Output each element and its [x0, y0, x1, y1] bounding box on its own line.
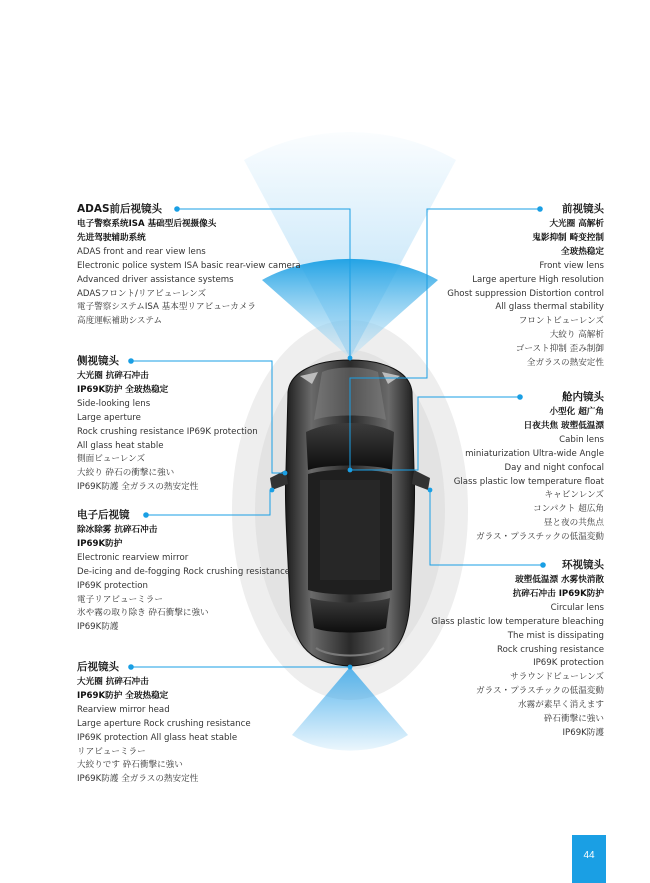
spec-line: IP69K防護 全ガラスの熱安定性	[77, 774, 199, 785]
spec-line: Front view lens	[539, 260, 604, 271]
surround-lens-title: 环视镜头	[562, 559, 604, 571]
spec-line: ガラス・プラスチックの低温変動	[476, 532, 604, 543]
spec-line: キャビンレンズ	[544, 490, 604, 501]
cabin-lens-lines	[454, 406, 604, 545]
rear-lens-lines	[77, 676, 251, 787]
side-lens-title: 侧视镜头	[77, 355, 119, 367]
spec-line: 氷や霧の取り除き 砕石衝撃に強い	[77, 608, 209, 619]
spec-line: 大絞り 砕石の衝撃に強い	[77, 468, 175, 479]
spec-line: 全ガラスの熱安定性	[526, 358, 604, 369]
spec-line: 抗碎石冲击 IP69K防护	[512, 588, 604, 599]
page-number: 44	[572, 835, 606, 883]
spec-line: 大光圈 抗碎石冲击	[77, 371, 149, 381]
spec-line: Rock crushing resistance IP69K protection	[77, 426, 258, 437]
front-lens-title: 前视镜头	[562, 203, 604, 215]
cabin-lens-block	[454, 390, 604, 545]
spec-line: ADAS front and rear view lens	[77, 246, 206, 257]
spec-line: 全玻热稳定	[561, 246, 604, 257]
spec-line: 電子警察システムISA 基本型リアビューカメラ	[77, 302, 257, 313]
surround-lens-block	[431, 558, 604, 741]
spec-line: Glass plastic low temperature bleaching	[431, 616, 604, 627]
spec-line: コンパクト 超広角	[533, 504, 604, 515]
spec-line: 昼と夜の共焦点	[543, 518, 604, 529]
spec-line: 大光圈 抗碎石冲击	[77, 677, 149, 687]
spec-line: 鬼影抑制 畸变控制	[532, 232, 604, 243]
spec-line: 水霧が素早く消えます	[518, 700, 604, 711]
spec-line: Side-looking lens	[77, 398, 151, 409]
spec-line: IP69K protection	[77, 580, 148, 591]
spec-line: 大絞りです 砕石衝撃に強い	[77, 760, 183, 771]
spec-line: 小型化 超广角	[549, 407, 604, 417]
spec-line: フロントビューレンズ	[518, 316, 604, 327]
spec-line: IP69K protection	[533, 658, 604, 669]
spec-line: 除冰除雾 抗碎石冲击	[77, 525, 158, 535]
spec-line: 玻塑低温漂 水雾快消散	[515, 575, 604, 585]
front-lens-block	[447, 202, 604, 371]
spec-line: IP69K防護	[562, 727, 604, 738]
side-lens-lines	[77, 370, 258, 495]
adas-lens-block	[77, 202, 301, 329]
spec-line: IP69K防護 全ガラスの熱安定性	[77, 482, 199, 493]
spec-line: IP69K防护 全玻热稳定	[77, 690, 169, 701]
spec-line: Large aperture High resolution	[472, 274, 604, 285]
spec-line: 电子警察系统ISA 基础型后视摄像头	[77, 219, 217, 229]
spec-line: De-icing and de-fogging Rock crushing resistance	[77, 566, 291, 577]
spec-line: 砕石衝撃に強い	[543, 714, 604, 725]
spec-line: Electronic police system ISA basic rear-view camera	[77, 260, 301, 271]
rear-lens-title: 后视镜头	[77, 661, 119, 673]
e-mirror-title: 电子后视镜	[77, 509, 130, 521]
e-mirror-block	[77, 508, 290, 635]
spec-line: リアビューミラー	[77, 746, 146, 757]
front-lens-lines	[447, 218, 604, 371]
spec-line: Large aperture	[77, 412, 141, 423]
spec-line: IP69K防護	[77, 622, 119, 633]
spec-line: All glass heat stable	[77, 440, 164, 451]
spec-line: 先进驾驶辅助系统	[77, 232, 146, 243]
spec-line: Glass plastic low temperature float	[453, 476, 604, 487]
spec-line: 大絞り 高解析	[549, 330, 604, 341]
spec-line: ガラス・プラスチックの低温変動	[476, 686, 604, 697]
spec-line: 電子リアビューミラー	[77, 594, 163, 605]
spec-line: Rock crushing resistance	[497, 644, 604, 655]
adas-lens-title: ADAS前后视镜头	[77, 203, 163, 215]
spec-line: Circular lens	[550, 602, 604, 613]
spec-line: ゴースト抑制 歪み制御	[515, 344, 604, 355]
surround-lens-lines	[431, 574, 604, 741]
spec-line: 日夜共焦 玻塑低温漂	[523, 420, 604, 431]
spec-line: Electronic rearview mirror	[77, 552, 189, 563]
spec-line: The mist is dissipating	[507, 630, 604, 641]
spec-line: 高度運転補助システム	[77, 316, 163, 327]
spec-line: 側面ビューレンズ	[77, 454, 146, 465]
spec-line: IP69K防护 全玻热稳定	[77, 384, 169, 395]
spec-line: Cabin lens	[559, 434, 604, 445]
spec-line: Rearview mirror head	[77, 704, 170, 715]
spec-line: IP69K防护	[77, 538, 123, 549]
spec-line: ADASフロント/リアビューレンズ	[77, 288, 207, 299]
spec-line: Ghost suppression Distortion control	[447, 288, 604, 299]
spec-line: Day and night confocal	[504, 462, 604, 473]
e-mirror-lines	[77, 524, 290, 635]
adas-lens-lines	[77, 218, 301, 329]
spec-line: 大光圈 高解析	[549, 219, 604, 229]
side-lens-block	[77, 354, 258, 495]
spec-line: Large aperture Rock crushing resistance	[77, 718, 251, 729]
spec-line: Advanced driver assistance systems	[77, 274, 234, 285]
spec-line: IP69K protection All glass heat stable	[77, 732, 238, 743]
cabin-lens-title: 舱内镜头	[562, 391, 604, 403]
spec-line: All glass thermal stability	[495, 302, 604, 313]
rear-lens-block	[77, 660, 251, 787]
spec-line: サラウンドビューレンズ	[510, 672, 604, 683]
spec-line: miniaturization Ultra-wide Angle	[465, 448, 604, 459]
